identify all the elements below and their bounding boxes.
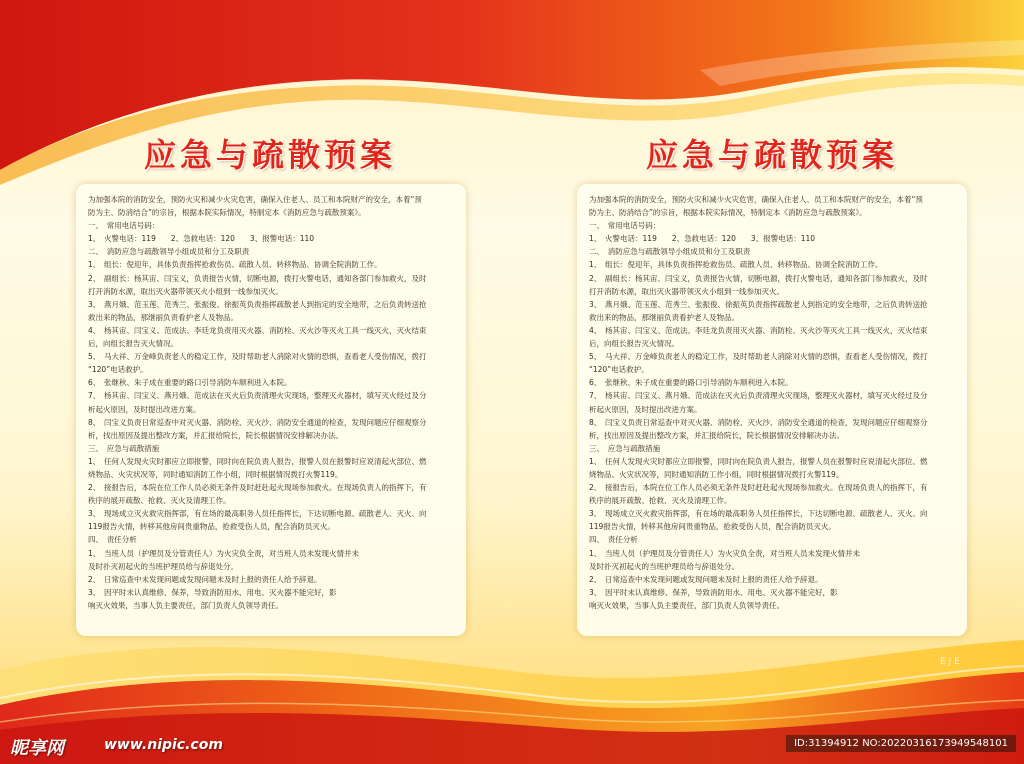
doc-line: 1、 任何人发现火灾时都应立即报警，同时向在院负责人报告，报警人员在报警时应说清起火部位、燃 [88, 456, 427, 466]
doc-line: 3、 现场成立灭火救灾指挥部，有在场的最高职务人员任指挥长，下达切断电源、疏散老人、灭火、向 [88, 509, 427, 519]
doc-line: 5、 马大祥、万金峰负责老人的稳定工作，及时帮助老人消除对火情的恐惧，查看老人受伤情况，拨打 [88, 352, 427, 362]
doc-line: 1、 火警电话：119 2、急救电话：120 3、报警电话：110 [88, 234, 315, 244]
doc-line: 6、 张继秋、朱子成在重要的路口引导消防车顺利进入本院。 [88, 378, 292, 388]
doc-line: 3、 因平时未认真维修、保养，导致消防用水、用电、灭火器不能完好，影 [88, 587, 337, 597]
doc-line: 为加强本院的消防安全，预防火灾和减少火灾危害，确保入住老人、员工和本院财产的安全，本着“预 [88, 195, 422, 204]
doc-line: 5、 马大祥、万金峰负责老人的稳定工作，及时帮助老人消除对火情的恐惧，查看老人受伤情况，拨打 [589, 352, 928, 362]
doc-line: 1、 火警电话：119 2、急救电话：120 3、报警电话：110 [589, 234, 816, 244]
doc-line: 析，找出原因及提出整改方案，并汇报给院长，院长根据情况安排解决办法。 [88, 430, 343, 440]
doc-line: 4、 杨其宙、闫宝义、范成法、李廷龙负责用灭火器、消防栓、灭火沙等灭火工具一线灭火，灭火结束 [88, 325, 427, 335]
doc-line: 1、 组长：倪迎年，具体负责指挥抢救伤员、疏散人员、转移物品、协调全院消防工作。 [589, 260, 883, 270]
watermark-id: ID:31394912 NO:20220316173949548101 [786, 735, 1016, 752]
doc-line: 三、 应急与疏散措施 [589, 443, 661, 453]
doc-line: 防为主、防消结合”的宗旨，根据本院实际情况，特制定本《消防应急与疏散预案》。 [589, 208, 867, 218]
doc-line: 1、 任何人发现火灾时都应立即报警，同时向在院负责人报告，报警人员在报警时应说清起火部位、燃 [589, 456, 928, 466]
poster-title-left: 应急与疏散预案 [143, 136, 396, 174]
doc-line: 7、 杨其宙、闫宝义、燕月娥、范成法在灭火后负责清理火灾现场，整理灭火器材，填写灭火经过及分 [589, 391, 928, 401]
watermark-mark: E J E [940, 657, 960, 667]
doc-line: 6、 张继秋、朱子成在重要的路口引导消防车顺利进入本院。 [589, 378, 793, 388]
doc-line: 2、 副组长：杨其宙、闫宝义，负责报告火情，切断电源，拨打火警电话，通知各部门参加救火，及时 [88, 273, 427, 283]
watermark-logo: 昵享网 [10, 738, 64, 759]
doc-line: 二、 消防应急与疏散领导小组成员和分工及职责 [88, 247, 250, 257]
doc-line: 8、 闫宝义负责日常巡查中对灭火器、消防栓、灭火沙、消防安全通道的检查，发现问题应仔细观察分 [88, 417, 427, 427]
poster-title-right: 应急与疏散预案 [645, 136, 898, 174]
doc-line: 及时扑灭初起火的当班护理员给与辞退处分。 [88, 561, 238, 571]
doc-line: 2、 副组长：杨其宙、闫宝义，负责报告火情，切断电源，拨打火警电话，通知各部门参加救火，及时 [589, 273, 928, 283]
doc-line: 1、 当班人员（护理员及分管责任人）为火灾负全责，对当班人员未发现火情并未 [589, 548, 861, 558]
doc-line: 析，找出原因及提出整改方案，并汇报给院长，院长根据情况安排解决办法。 [589, 430, 844, 440]
doc-line: 一、 常用电话号码： [589, 221, 661, 231]
doc-line: 烧物品、火灾状况等，同时通知消防工作小组，同时根据情况拨打火警119。 [589, 469, 844, 479]
doc-line: 3、 燕月娥、范玉莲、范秀兰、张振俊、徐振英负责指挥疏散老人到指定的安全地带，之后负责转送抢 [88, 299, 427, 309]
doc-line: 析起火原因，及时提出改进方案。 [589, 404, 702, 414]
doc-line: 救出来的物品，那继丽负责看护老人及物品。 [589, 312, 739, 322]
top-red-swoosh [0, 0, 1024, 210]
watermark-url: www.nipic.com [104, 737, 223, 753]
doc-line: 8、 闫宝义负责日常巡查中对灭火器、消防栓、灭火沙、消防安全通道的检查，发现问题应仔细观察分 [589, 417, 928, 427]
doc-line: 119报告火情，转移其他房间贵重物品，抢救受伤人员，配合消防员灭火。 [589, 522, 836, 532]
doc-line: 为加强本院的消防安全，预防火灾和减少火灾危害，确保入住老人、员工和本院财产的安全，本着“预 [589, 195, 923, 204]
doc-line: 3、 燕月娥、范玉莲、范秀兰、张振俊、徐振英负责指挥疏散老人到指定的安全地带，之后负责转送抢 [589, 299, 928, 309]
doc-line: 1、 当班人员（护理员及分管责任人）为火灾负全责，对当班人员未发现火情并未 [88, 548, 360, 558]
doc-line: 2、 接报告后，本院在位工作人员必须无条件及时赶赴起火现场参加救火。在现场负责人的指挥下，有 [589, 483, 928, 493]
doc-line: 打开消防水源，取出灭火器带领灭火小组到一线参加灭火。 [88, 286, 283, 296]
document-panel-right [577, 184, 967, 636]
doc-line: 及时扑灭初起火的当班护理员给与辞退处分。 [589, 561, 739, 571]
doc-line: 三、 应急与疏散措施 [88, 443, 160, 453]
doc-line: 119报告火情，转移其他房间贵重物品，抢救受伤人员，配合消防员灭火。 [88, 522, 335, 532]
doc-line: 响灭火效果，当事人负主要责任，部门负责人负领导责任。 [589, 600, 784, 610]
doc-line: 析起火原因，及时提出改进方案。 [88, 404, 201, 414]
doc-line: 一、 常用电话号码： [88, 221, 160, 231]
doc-line: 烧物品、火灾状况等，同时通知消防工作小组，同时根据情况拨打火警119。 [88, 469, 343, 479]
doc-line: 响灭火效果，当事人负主要责任，部门负责人负领导责任。 [88, 600, 283, 610]
doc-line: “120”电话救护。 [88, 365, 148, 375]
doc-line: 后，向组长报告灭火情况。 [589, 339, 679, 349]
doc-line: 2、 日常巡查中未发现问题或发现问题未及时上报的责任人给予辞退。 [589, 574, 823, 584]
doc-line: 四、 责任分析 [88, 535, 137, 545]
doc-line: 3、 现场成立灭火救灾指挥部，有在场的最高职务人员任指挥长，下达切断电源、疏散老人、灭火、向 [589, 509, 928, 519]
doc-line: 二、 消防应急与疏散领导小组成员和分工及职责 [589, 247, 751, 257]
doc-line: 救出来的物品，那继丽负责看护老人及物品。 [88, 312, 238, 322]
doc-line: 后，向组长报告灭火情况。 [88, 339, 178, 349]
doc-line: 防为主、防消结合”的宗旨，根据本院实际情况，特制定本《消防应急与疏散预案》。 [88, 208, 366, 218]
doc-line: 2、 日常巡查中未发现问题或发现问题未及时上报的责任人给予辞退。 [88, 574, 322, 584]
doc-line: 打开消防水源，取出灭火器带领灭火小组到一线参加灭火。 [589, 286, 784, 296]
doc-line: 4、 杨其宙、闫宝义、范成法、李廷龙负责用灭火器、消防栓、灭火沙等灭火工具一线灭火，灭火结束 [589, 325, 928, 335]
doc-line: 2、 接报告后，本院在位工作人员必须无条件及时赶赴起火现场参加救火。在现场负责人的指挥下，有 [88, 483, 427, 493]
document-panel-left [76, 184, 466, 636]
doc-line: 秩序的展开疏散、抢救、灭火及清理工作。 [589, 496, 732, 506]
doc-line: 3、 因平时未认真维修、保养，导致消防用水、用电、灭火器不能完好，影 [589, 587, 838, 597]
doc-line: 四、 责任分析 [589, 535, 638, 545]
doc-line: 秩序的展开疏散、抢救、灭火及清理工作。 [88, 496, 231, 506]
doc-line: 7、 杨其宙、闫宝义、燕月娥、范成法在灭火后负责清理火灾现场，整理灭火器材，填写灭火经过及分 [88, 391, 427, 401]
doc-line: “120”电话救护。 [589, 365, 649, 375]
doc-line: 1、 组长：倪迎年，具体负责指挥抢救伤员、疏散人员、转移物品、协调全院消防工作。 [88, 260, 382, 270]
